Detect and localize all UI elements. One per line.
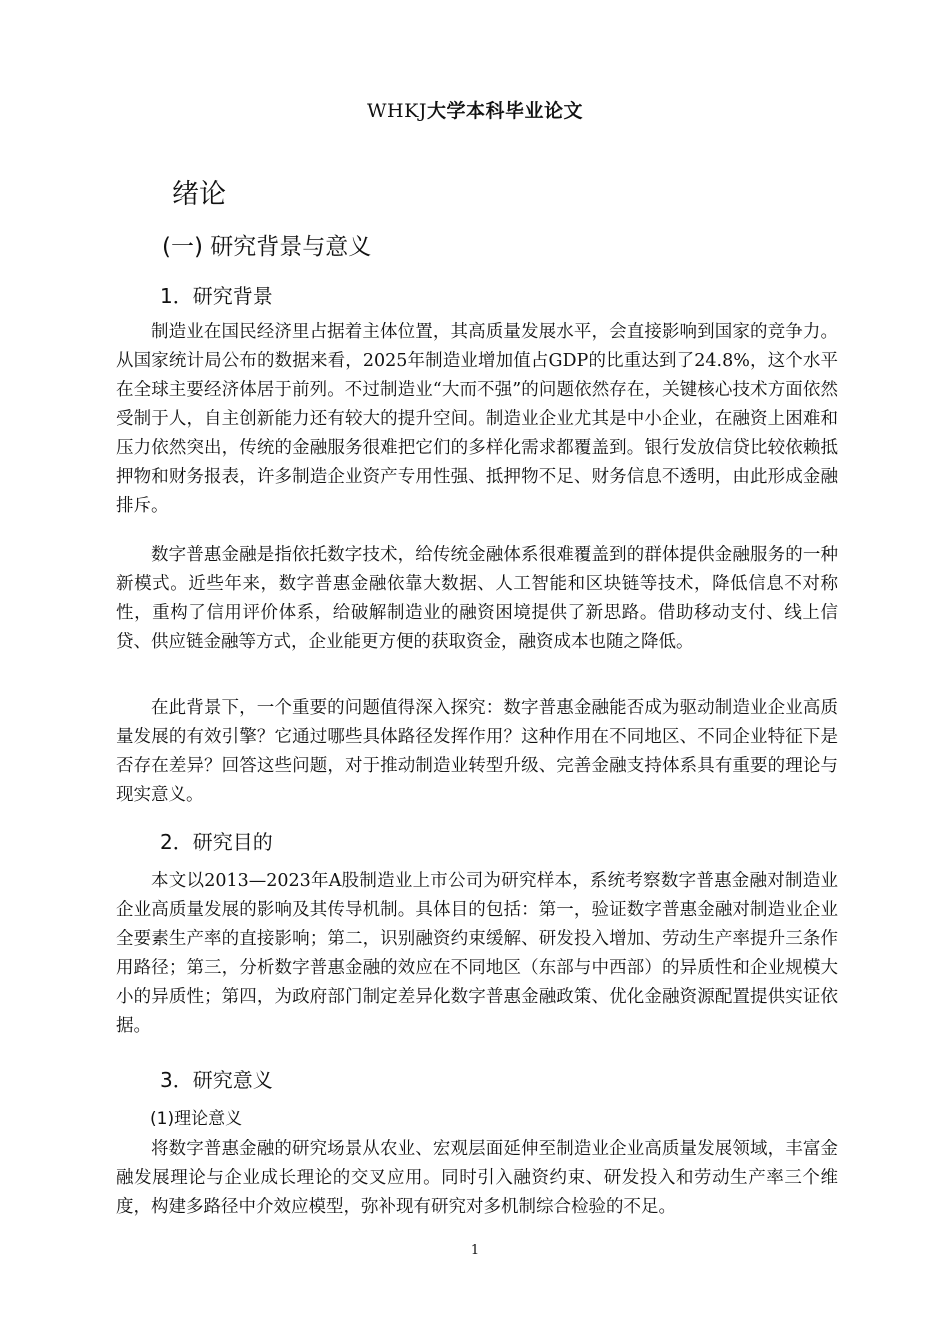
paragraph-background-1: 制造业在国民经济里占据着主体位置，其高质量发展水平，会直接影响到国家的竞争力。从国家统计局公布的数据来看，2025年制造业增加值占GDP的比重达到了24.8%，这个水平在全球主要经济体居于前列。不过制造业“大而不强”的问题依然存在，关键核心技术方面依然受制于人，自主创新能力还有较大的提升空间。制造业企业尤其是中小企业，在融资上困难和压力依然突出，传统的金融服务很难把它们的多样化需求都覆盖到。银行发放信贷比较依赖抵押物和财务报表，许多制造企业资产专用性强、抵押物不足、财务信息不透明，由此形成金融排斥。 bbox=[116, 322, 838, 516]
running-header bbox=[0, 96, 950, 123]
paragraph-background-3: 在此背景下，一个重要的问题值得深入探究：数字普惠金融能否成为驱动制造业企业高质量发展的有效引擎？它通过哪些具体路径发挥作用？这种作用在不同地区、不同企业特征下是否存在差异？回答这些问题，对于推动制造业转型升级、完善金融支持体系具有重要的理论与现实意义。 bbox=[116, 698, 838, 805]
subsection-title-significance: 3．研究意义 bbox=[160, 1068, 273, 1092]
paragraph-theory: 将数字普惠金融的研究场景从农业、宏观层面延伸至制造业企业高质量发展领域，丰富金融发展理论与企业成长理论的交叉应用。同时引入融资约束、研发投入和劳动生产率三个维度，构建多路径中介效应模型，弥补现有研究对多机制综合检验的不足。 bbox=[116, 1139, 838, 1217]
subsubsection-title-theory: (1)理论意义 bbox=[150, 1109, 243, 1129]
chapter-title: 绪论 bbox=[172, 179, 226, 210]
subsection-title-background: 1．研究背景 bbox=[160, 284, 273, 308]
paragraph-purpose: 本文以2013—2023年A股制造业上市公司为研究样本，系统考察数字普惠金融对制造业企业高质量发展的影响及其传导机制。具体目的包括：第一，验证数字普惠金融对制造业企业全要素生产率的直接影响；第二，识别融资约束缓解、研发投入增加、劳动生产率提升三条作用路径；第三，分析数字普惠金融的效应在不同地区（东部与中西部）的异质性和企业规模大小的异质性；第四，为政府部门制定差异化数字普惠金融政策、优化金融资源配置提供实证依据。 bbox=[116, 871, 838, 1036]
subsection-title-purpose: 2．研究目的 bbox=[160, 830, 273, 854]
section-title: (一) 研究背景与意义 bbox=[162, 234, 372, 260]
page-number: 1 bbox=[470, 1243, 480, 1258]
header-school: WHKJ bbox=[367, 100, 427, 122]
header-title: 大学本科毕业论文 bbox=[426, 100, 583, 122]
paragraph-background-2: 数字普惠金融是指依托数字技术，给传统金融体系很难覆盖到的群体提供金融服务的一种新模式。近些年来，数字普惠金融依靠大数据、人工智能和区块链等技术，降低信息不对称性，重构了信用评价体系，给破解制造业的融资困境提供了新思路。借助移动支付、线上信贷、供应链金融等方式，企业能更方便的获取资金，融资成本也随之降低。 bbox=[116, 545, 838, 652]
